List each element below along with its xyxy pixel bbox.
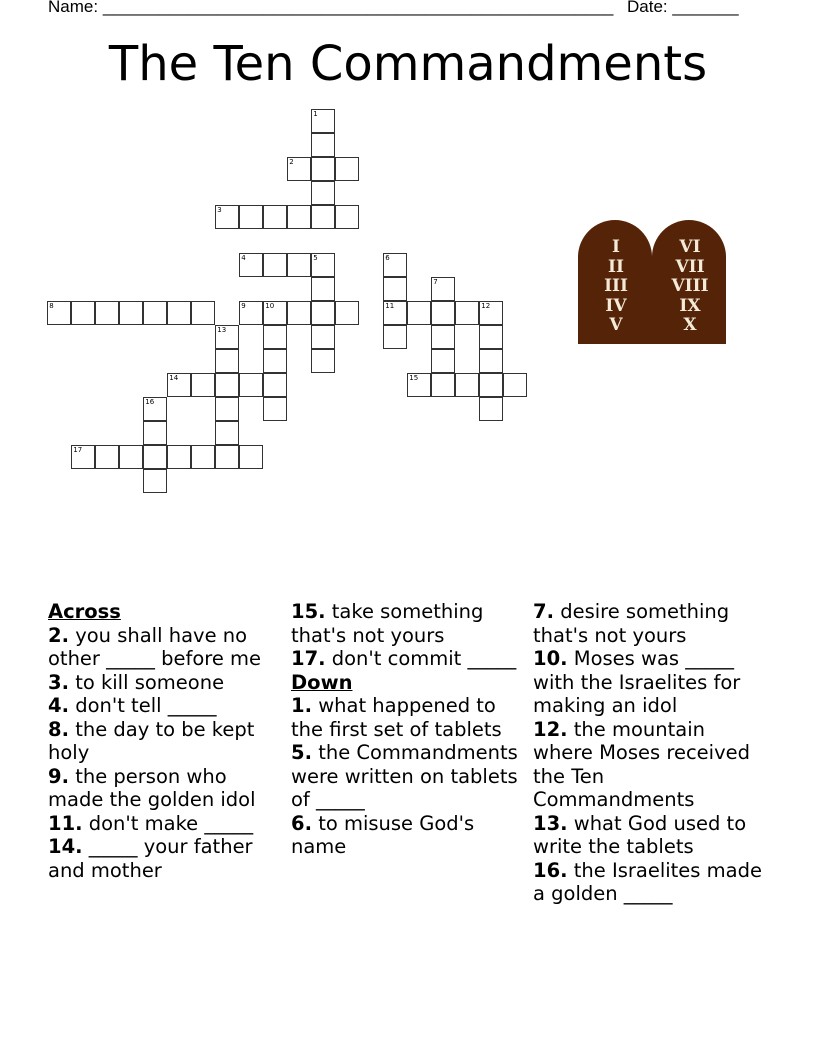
across-heading: Across	[48, 600, 121, 623]
clues-column-2	[291, 600, 526, 859]
page-title: The Ten Commandments	[108, 36, 708, 92]
clue-number: 4.	[48, 694, 69, 717]
grid-cell[interactable]	[311, 325, 335, 349]
clue-text: to kill someone	[75, 670, 225, 694]
grid-cell[interactable]	[431, 301, 455, 325]
clue-number: 16.	[533, 858, 568, 882]
roman-numeral: V	[609, 315, 623, 335]
grid-cell[interactable]	[335, 157, 359, 181]
clue-number: 5	[313, 254, 318, 263]
grid-cell[interactable]	[311, 205, 335, 229]
grid-cell[interactable]	[335, 301, 359, 325]
clue-number: 13.	[533, 811, 568, 835]
clue-number: 10	[265, 302, 275, 311]
across-clue	[48, 718, 283, 765]
across-clue	[48, 624, 283, 671]
grid-cell[interactable]	[143, 445, 167, 469]
date-blank[interactable]: _______	[672, 0, 739, 16]
grid-cell[interactable]	[479, 397, 503, 421]
grid-cell[interactable]	[263, 205, 287, 229]
across-clue	[48, 694, 283, 718]
clue-number: 1	[313, 110, 318, 119]
roman-numeral: I	[612, 237, 620, 257]
grid-cell[interactable]	[383, 277, 407, 301]
grid-cell[interactable]	[431, 277, 455, 301]
across-clue	[48, 671, 283, 695]
clue-text: the person who made the golden idol	[48, 764, 256, 811]
clue-number: 10.	[533, 647, 568, 670]
grid-cell[interactable]	[311, 157, 335, 181]
grid-cell[interactable]	[71, 445, 95, 469]
roman-numeral: VI	[679, 237, 701, 257]
clue-number: 8	[49, 302, 54, 311]
across-clue	[48, 812, 283, 836]
grid-cell[interactable]	[335, 205, 359, 229]
across-clue	[291, 600, 526, 647]
clue-number: 9.	[48, 764, 69, 788]
clue-number: 8.	[48, 717, 69, 741]
grid-cell[interactable]	[239, 373, 263, 397]
date-label: Date:	[627, 0, 668, 16]
grid-cell[interactable]	[95, 301, 119, 325]
clue-text: desire something that's not yours	[533, 600, 730, 647]
grid-cell[interactable]	[287, 157, 311, 181]
down-clue	[533, 859, 768, 906]
grid-cell[interactable]	[407, 301, 431, 325]
clue-number: 14	[169, 374, 179, 383]
grid-cell[interactable]	[167, 373, 191, 397]
clue-number: 14.	[48, 835, 83, 858]
grid-cell[interactable]	[239, 205, 263, 229]
grid-cell[interactable]	[215, 325, 239, 349]
grid-cell[interactable]	[287, 301, 311, 325]
clue-number: 11.	[48, 811, 83, 835]
grid-cell[interactable]	[479, 301, 503, 325]
grid-cell[interactable]	[263, 373, 287, 397]
clue-number: 6	[385, 254, 390, 263]
down-clue	[291, 812, 526, 859]
clue-text: you shall have no other _____ before me	[48, 623, 262, 670]
clue-text: don't commit _____	[331, 647, 517, 670]
clue-text: what God used to write the tablets	[533, 811, 747, 858]
clue-text: the mountain where Moses received the Ten Commandments	[533, 717, 750, 811]
grid-cell[interactable]	[119, 445, 143, 469]
grid-cell[interactable]	[383, 325, 407, 349]
clue-text: _____ your father and mother	[48, 835, 253, 882]
roman-numeral: III	[604, 276, 628, 296]
grid-cell[interactable]	[143, 397, 167, 421]
clue-number: 3.	[48, 670, 69, 694]
down-clue	[291, 694, 526, 741]
down-clue	[533, 812, 768, 859]
clue-number: 4	[241, 254, 246, 263]
tablet-right-numerals	[660, 238, 720, 336]
grid-cell[interactable]	[239, 253, 263, 277]
across-clue	[48, 765, 283, 812]
down-clue	[533, 600, 768, 647]
roman-numeral: IX	[679, 295, 701, 316]
clue-number: 2.	[48, 623, 69, 647]
grid-cell[interactable]	[479, 373, 503, 397]
down-clue	[533, 647, 768, 718]
grid-cell[interactable]	[263, 397, 287, 421]
clue-text: take something that's not yours	[291, 600, 484, 647]
grid-cell[interactable]	[431, 373, 455, 397]
grid-cell[interactable]	[215, 397, 239, 421]
clue-text: to misuse God's name	[291, 811, 475, 858]
clue-number: 7	[433, 278, 438, 287]
down-clue	[291, 741, 526, 812]
clue-number: 9	[241, 302, 246, 311]
tablets-image	[578, 220, 726, 348]
clue-number: 6.	[291, 811, 312, 835]
grid-cell[interactable]	[215, 205, 239, 229]
grid-cell[interactable]	[215, 373, 239, 397]
grid-cell[interactable]	[263, 325, 287, 349]
grid-cell[interactable]	[455, 373, 479, 397]
grid-cell[interactable]	[167, 445, 191, 469]
down-heading: Down	[291, 670, 353, 694]
grid-cell[interactable]	[239, 445, 263, 469]
grid-cell[interactable]	[143, 421, 167, 445]
clue-number: 12	[481, 302, 491, 311]
clue-number: 11	[385, 302, 395, 311]
grid-cell[interactable]	[455, 301, 479, 325]
clue-number: 1.	[291, 694, 312, 717]
grid-cell[interactable]	[311, 181, 335, 205]
name-label: Name:	[48, 0, 99, 16]
name-blank[interactable]: ______________________________________________________	[102, 0, 614, 16]
clue-number: 12.	[533, 717, 568, 741]
clue-text: Moses was _____ with the Israelites for making an idol	[533, 647, 741, 717]
grid-cell[interactable]	[119, 301, 143, 325]
clue-number: 3	[217, 206, 222, 215]
clue-number: 15	[409, 374, 419, 383]
tablet-left-numerals	[586, 238, 646, 336]
clue-text: the Commandments were written on tablets of _____	[291, 741, 518, 811]
grid-cell[interactable]	[239, 301, 263, 325]
roman-numeral: VII	[675, 256, 705, 277]
name-field[interactable]	[48, 0, 613, 17]
grid-cell[interactable]	[503, 373, 527, 397]
clue-text: the Israelites made a golden _____	[533, 858, 762, 905]
clue-text: what happened to the first set of tablets	[291, 694, 502, 741]
grid-cell[interactable]	[431, 325, 455, 349]
grid-cell[interactable]	[431, 349, 455, 373]
grid-cell[interactable]	[311, 277, 335, 301]
grid-cell[interactable]	[383, 253, 407, 277]
grid-cell[interactable]	[287, 253, 311, 277]
clue-number: 7.	[533, 600, 554, 623]
grid-cell[interactable]	[383, 301, 407, 325]
clue-number: 13	[217, 326, 227, 335]
grid-cell[interactable]	[311, 109, 335, 133]
across-clue	[291, 647, 526, 671]
grid-cell[interactable]	[71, 301, 95, 325]
grid-cell[interactable]	[215, 349, 239, 373]
clues-column-1	[48, 600, 283, 882]
roman-numeral: II	[608, 256, 624, 277]
clue-number: 16	[145, 398, 155, 407]
grid-cell[interactable]	[47, 301, 71, 325]
date-field[interactable]	[627, 0, 739, 17]
grid-cell[interactable]	[95, 445, 119, 469]
grid-cell[interactable]	[407, 373, 431, 397]
roman-numeral: IV	[605, 295, 627, 316]
down-clue	[533, 718, 768, 812]
clue-number: 17.	[291, 647, 326, 670]
clue-text: the day to be kept holy	[48, 717, 255, 764]
grid-cell[interactable]	[311, 253, 335, 277]
grid-cell[interactable]	[143, 301, 167, 325]
clue-number: 17	[73, 446, 83, 455]
grid-cell[interactable]	[191, 301, 215, 325]
clues-column-3	[533, 600, 768, 906]
grid-cell[interactable]	[287, 205, 311, 229]
grid-cell[interactable]	[263, 301, 287, 325]
grid-cell[interactable]	[263, 253, 287, 277]
clue-text: don't tell _____	[75, 694, 217, 717]
grid-cell[interactable]	[215, 421, 239, 445]
clue-number: 15.	[291, 600, 326, 623]
roman-numeral: VIII	[671, 276, 709, 296]
grid-cell[interactable]	[311, 349, 335, 373]
clue-number: 5.	[291, 741, 312, 764]
clue-text: don't make _____	[88, 811, 254, 835]
grid-cell[interactable]	[215, 445, 239, 469]
grid-cell[interactable]	[191, 445, 215, 469]
grid-cell[interactable]	[143, 469, 167, 493]
grid-cell[interactable]	[311, 133, 335, 157]
across-clue	[48, 835, 283, 882]
grid-cell[interactable]	[263, 349, 287, 373]
grid-cell[interactable]	[167, 301, 191, 325]
grid-cell[interactable]	[311, 301, 335, 325]
grid-cell[interactable]	[191, 373, 215, 397]
roman-numeral: X	[683, 315, 697, 335]
grid-cell[interactable]	[479, 325, 503, 349]
grid-cell[interactable]	[479, 349, 503, 373]
clue-number: 2	[289, 158, 294, 167]
